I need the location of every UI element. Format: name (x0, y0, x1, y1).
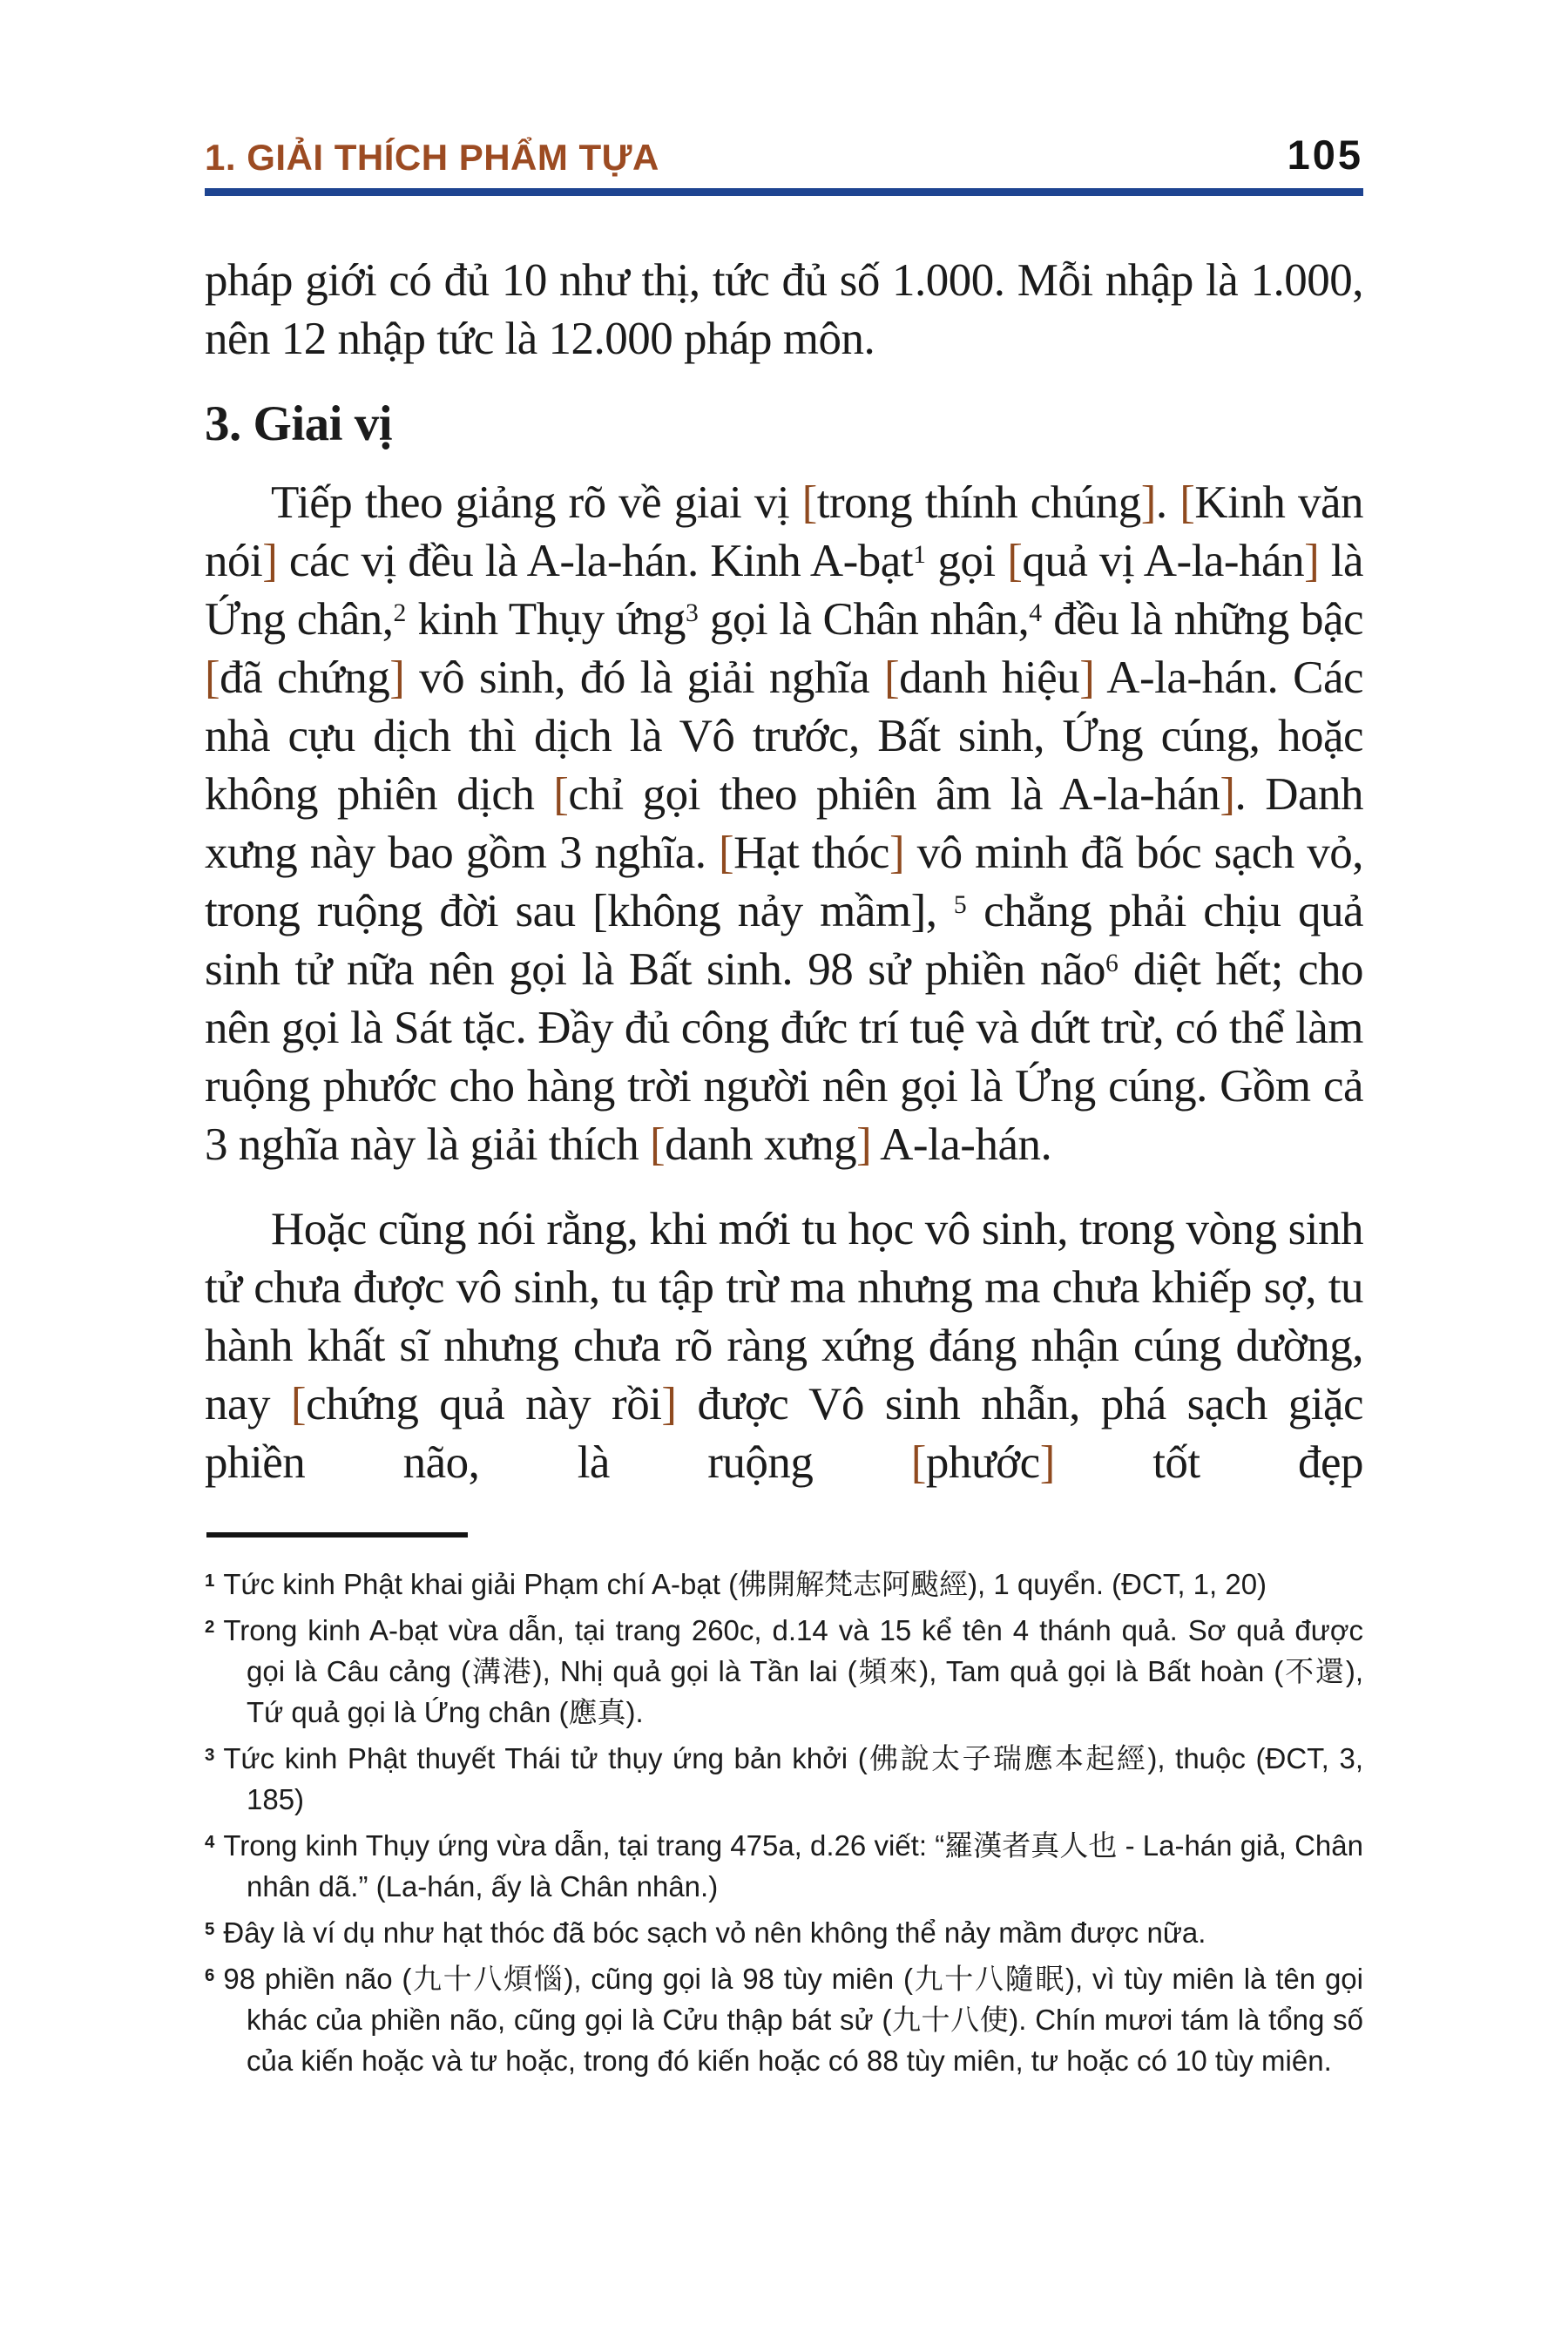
footnote-item (205, 1912, 1363, 1953)
editorial-bracket: [ (649, 1119, 666, 1170)
footnote-text: 98 phiền não (九十八煩惱), cũng gọi là 98 tùy miên (九十八隨眠), vì tùy miên là tên gọi khác của phiền não, cũng gọi là Cửu thập bát sử (九十八使). Chín mươi tám là tổng số của kiến hoặc và tư hoặc, trong đó kiến hoặc có 88 tùy miên, tư hoặc có 10 tùy miên. (223, 1963, 1363, 2077)
editorial-bracket: [ (1007, 536, 1023, 586)
editorial-bracket: ] (889, 828, 905, 878)
footnote-reference: 6 (1105, 950, 1119, 978)
footnote-text: Trong kinh A-bạt vừa dẫn, tại trang 260c, d.14 và 15 kể tên 4 thánh quả. Sơ quả được gọi là Câu cảng (溝港), Nhị quả gọi là Tần lai (頻來), Tam quả gọi là Bất hoàn (不還), Tứ quả gọi là Ứng chân (應真). (223, 1614, 1363, 1728)
footnote-marker: 4 (205, 1831, 215, 1852)
running-header-row (205, 131, 1363, 179)
editorial-bracket: [ (883, 652, 900, 703)
editorial-bracket: [ (290, 1379, 307, 1429)
editorial-bracket: [ (910, 1437, 926, 1488)
footnote-text: Trong kinh Thụy ứng vừa dẫn, tại trang 475a, d.26 viết: “羅漢者真人也 - La-hán giả, Chân nhân dã.” (La-hán, ấy là Chân nhân.) (223, 1829, 1363, 1903)
editorial-bracket: ] (389, 652, 405, 703)
editorial-bracket: ] (262, 536, 278, 586)
page-number: 105 (1287, 132, 1363, 178)
editorial-bracket: ] (661, 1379, 677, 1429)
footnote-marker: 1 (205, 1570, 215, 1591)
editorial-bracket: ] (1079, 652, 1095, 703)
footnote-list (205, 1564, 1363, 2081)
editorial-bracket: ] (856, 1119, 872, 1170)
editorial-bracket: ] (1039, 1437, 1055, 1488)
footnote-item (205, 1958, 1363, 2081)
footnote-reference: 3 (685, 599, 699, 628)
section-heading: 3. Giai vị (205, 396, 393, 451)
body-text (205, 252, 1363, 1492)
running-header-title: 1. GIẢI THÍCH PHẨM TỰA (205, 137, 659, 178)
footnote-item (205, 1825, 1363, 1907)
footnote-reference: 5 (953, 891, 967, 920)
footnote-marker: 3 (205, 1744, 215, 1765)
footnote-text: Tức kinh Phật thuyết Thái tử thụy ứng bản khởi (佛說太子瑞應本起經), thuộc (ĐCT, 3, 185) (223, 1742, 1363, 1815)
footnote-reference: 4 (1029, 599, 1043, 628)
editorial-bracket: ] (1140, 477, 1156, 528)
paragraph-giai-vi: Tiếp theo giảng rõ về giai vị [trong thính chúng]. [Kinh văn nói] các vị đều là A-la-hán. Kinh A-bạt$^1$ gọi [quả vị A-la-hán] là Ứng chân,$^2$ kinh Thụy ứng$^3$ gọi là Chân nhân,$^4$ đều là những bậc [đã chứng] vô sinh, đó là giải nghĩa [danh hiệu] A-la-hán. Các nhà cựu dịch thì dịch là Vô trước, Bất sinh, Ứng cúng, hoặc không phiên dịch [chỉ gọi theo phiên âm là A-la-hán]. Danh xưng này bao gồm 3 nghĩa. [Hạt thóc] vô minh đã bóc sạch vỏ, trong ruộng đời sau [không nảy mầm], $^5$ chẳng phải chịu quả sinh tử nữa nên gọi là Bất sinh. 98 sử phiền não$^6$ diệt hết; cho nên gọi là Sát tặc. Đầy đủ công đức trí tuệ và dứt trừ, có thể làm ruộng phước cho hàng trời người nên gọi là Ứng cúng. Gồm cả 3 nghĩa này là giải thích [danh xưng] A-la-hán. (205, 477, 1364, 1170)
paragraph-hoac-cung: Hoặc cũng nói rằng, khi mới tu học vô sinh, trong vòng sinh tử chưa được vô sinh, tu tập trừ ma nhưng ma chưa khiếp sợ, tu hành khất sĩ nhưng chưa rõ ràng xứng đáng nhận cúng dường, nay [chứng quả này rồi] được Vô sinh nhẫn, phá sạch giặc phiền não, là ruộng [phước] tốt đẹp (205, 1204, 1364, 1488)
footnote-item (205, 1564, 1363, 1605)
editorial-bracket: [ (1179, 477, 1195, 528)
footnotes-section (205, 1532, 1363, 2081)
paragraph-continuation: pháp giới có đủ 10 như thị, tức đủ số 1.000. Mỗi nhập là 1.000, nên 12 nhập tức là 12.000 pháp môn. (205, 255, 1363, 364)
footnote-item (205, 1738, 1363, 1820)
editorial-bracket: [ (801, 477, 817, 528)
editorial-bracket: ] (1220, 769, 1235, 820)
footnote-item (205, 1610, 1363, 1733)
editorial-bracket: ] (1304, 536, 1320, 586)
footnote-marker: 5 (205, 1918, 215, 1939)
footnote-marker: 2 (205, 1616, 215, 1637)
header-rule (205, 188, 1363, 196)
footnote-reference: 2 (393, 599, 407, 628)
footnote-separator (206, 1532, 468, 1538)
page-header (205, 131, 1363, 196)
editorial-bracket: [ (719, 828, 734, 878)
editorial-bracket: [ (205, 652, 220, 703)
footnote-text: Đây là ví dụ như hạt thóc đã bóc sạch vỏ nên không thể nảy mầm được nữa. (223, 1916, 1206, 1949)
footnote-reference: 1 (913, 541, 926, 570)
editorial-bracket: [ (553, 769, 569, 820)
footnote-marker: 6 (205, 1964, 215, 1985)
footnote-text: Tức kinh Phật khai giải Phạm chí A-bạt (佛開解梵志阿颰經), 1 quyển. (ĐCT, 1, 20) (223, 1568, 1267, 1600)
